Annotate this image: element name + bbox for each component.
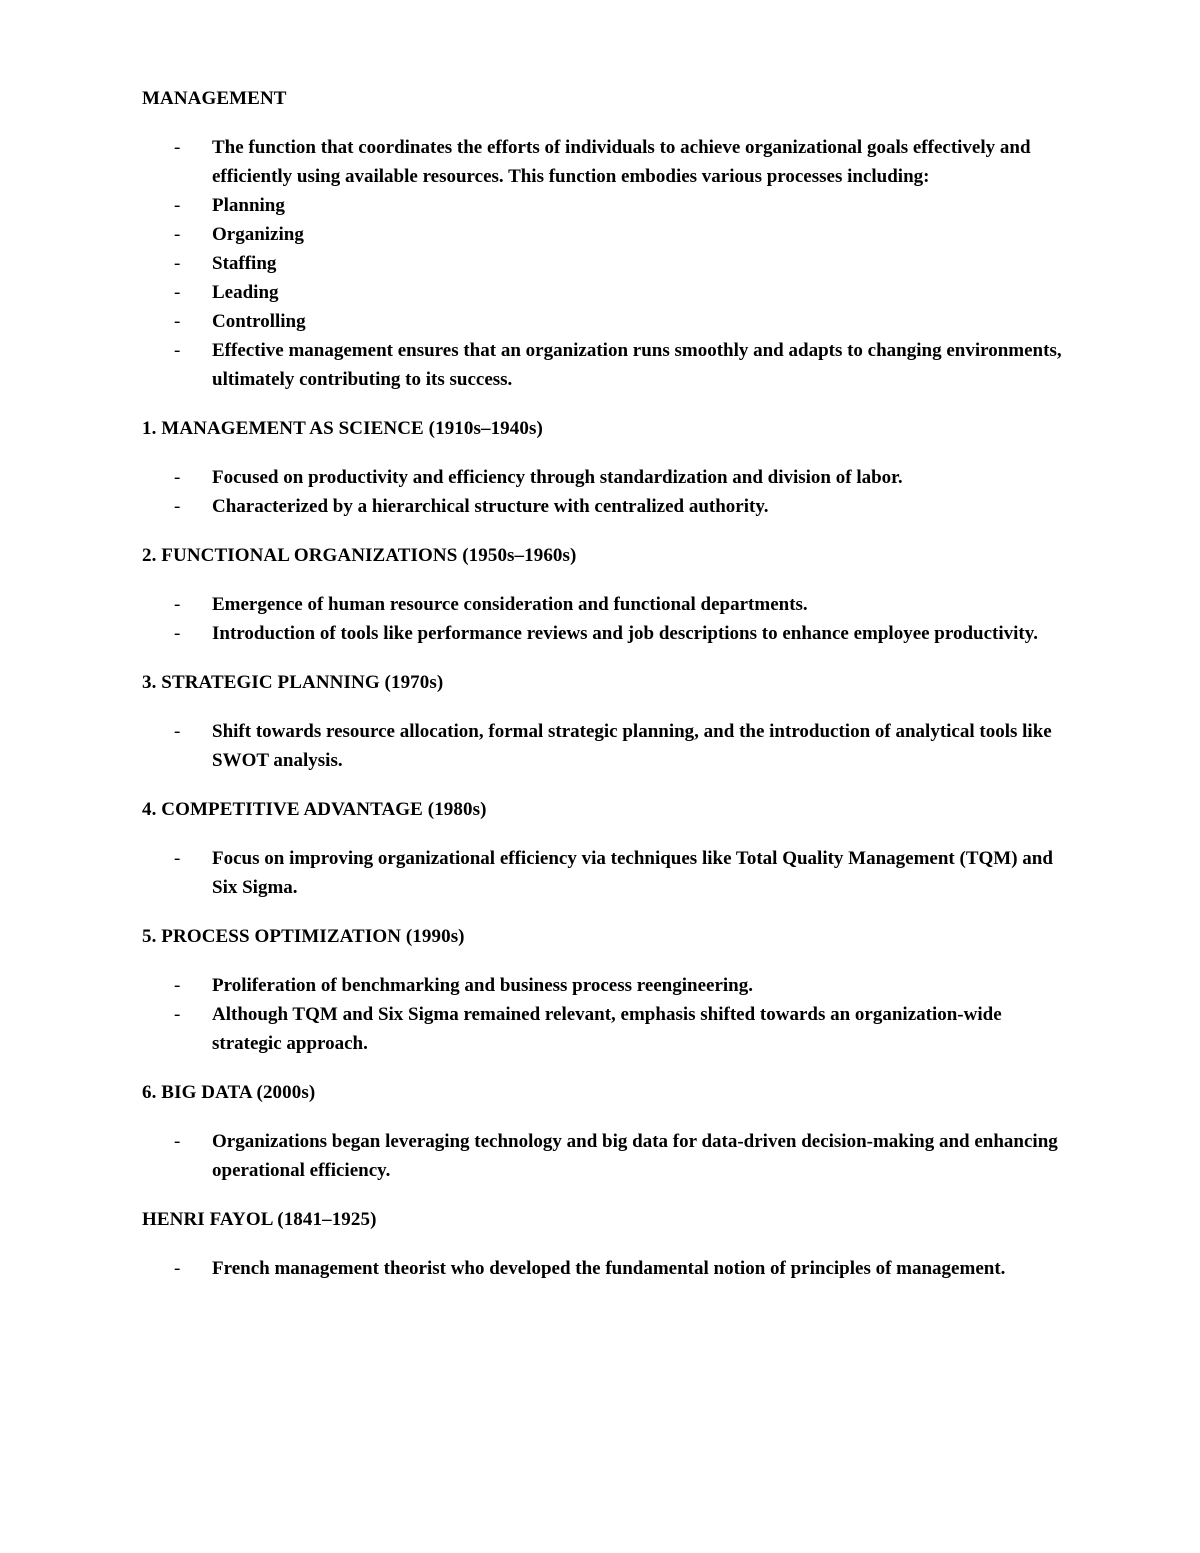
list-item [142,492,1062,521]
document-title: MANAGEMENT [142,88,287,109]
bullet-dash: - [174,623,181,644]
list-item [142,717,1062,775]
section-list [142,1254,1062,1283]
section-heading: 1. MANAGEMENT AS SCIENCE (1910s–1940s) [142,418,543,439]
bullet-dash: - [174,195,181,216]
bullet-dash: - [174,1258,181,1279]
list-item-text: Focus on improving organizational efficiency via techniques like Total Quality Management (TQM) and Six Sigma. [212,848,1053,898]
list-item-text: Introduction of tools like performance reviews and job descriptions to enhance employee productivity. [212,623,1038,644]
bullet-dash: - [174,1131,181,1152]
section-list [142,1127,1062,1185]
section-heading: 6. BIG DATA (2000s) [142,1082,316,1103]
bullet-dash: - [174,721,181,742]
list-item [142,191,1062,220]
section-list [142,590,1062,648]
list-item-text: Shift towards resource allocation, formal strategic planning, and the introduction of analytical tools like SWOT analysis. [212,721,1052,771]
section-heading: 3. STRATEGIC PLANNING (1970s) [142,672,444,693]
list-item [142,844,1062,902]
bullet-dash: - [174,282,181,303]
list-item [142,278,1062,307]
bullet-dash: - [174,1004,181,1025]
bullet-dash: - [174,496,181,517]
list-item-text: Planning [212,195,285,216]
list-item-text: The function that coordinates the efforts of individuals to achieve organizational goals effectively and efficiently using available resources. This function embodies various processes including: [212,137,1031,187]
list-item-text: Focused on productivity and efficiency through standardization and division of labor. [212,467,903,488]
list-item-text: French management theorist who developed the fundamental notion of principles of management. [212,1258,1006,1279]
section-heading: 2. FUNCTIONAL ORGANIZATIONS (1950s–1960s) [142,545,577,566]
section-list [142,844,1062,902]
section-list [142,971,1062,1058]
list-item [142,249,1062,278]
bullet-dash: - [174,975,181,996]
list-item-text: Proliferation of benchmarking and business process reengineering. [212,975,753,996]
list-item-text: Organizations began leveraging technology and big data for data-driven decision-making and enhancing operational efficiency. [212,1131,1058,1181]
list-item-text: Characterized by a hierarchical structure with centralized authority. [212,496,769,517]
section-heading: 4. COMPETITIVE ADVANTAGE (1980s) [142,799,487,820]
list-item [142,1000,1062,1058]
section-list [142,717,1062,775]
list-item [142,133,1062,191]
intro-list [142,133,1062,394]
document-body [142,84,1062,1303]
list-item-text: Although TQM and Six Sigma remained relevant, emphasis shifted towards an organization-wide strategic approach. [212,1004,1002,1054]
list-item [142,307,1062,336]
list-item-text: Organizing [212,224,304,245]
bullet-dash: - [174,848,181,869]
list-item-text: Controlling [212,311,306,332]
list-item [142,1127,1062,1185]
bullet-dash: - [174,224,181,245]
bullet-dash: - [174,253,181,274]
list-item [142,220,1062,249]
list-item [142,1254,1062,1283]
bullet-dash: - [174,594,181,615]
bullet-dash: - [174,467,181,488]
list-item-text: Emergence of human resource consideration and functional departments. [212,594,808,615]
bullet-dash: - [174,340,181,361]
section-heading: 5. PROCESS OPTIMIZATION (1990s) [142,926,465,947]
list-item [142,971,1062,1000]
list-item [142,590,1062,619]
list-item-text: Staffing [212,253,277,274]
section-heading: HENRI FAYOL (1841–1925) [142,1209,377,1230]
list-item [142,463,1062,492]
list-item [142,336,1062,394]
list-item-text: Leading [212,282,279,303]
bullet-dash: - [174,137,181,158]
list-item-text: Effective management ensures that an organization runs smoothly and adapts to changing environments, ultimately contributing to its success. [212,340,1062,390]
section-list [142,463,1062,521]
list-item [142,619,1062,648]
bullet-dash: - [174,311,181,332]
